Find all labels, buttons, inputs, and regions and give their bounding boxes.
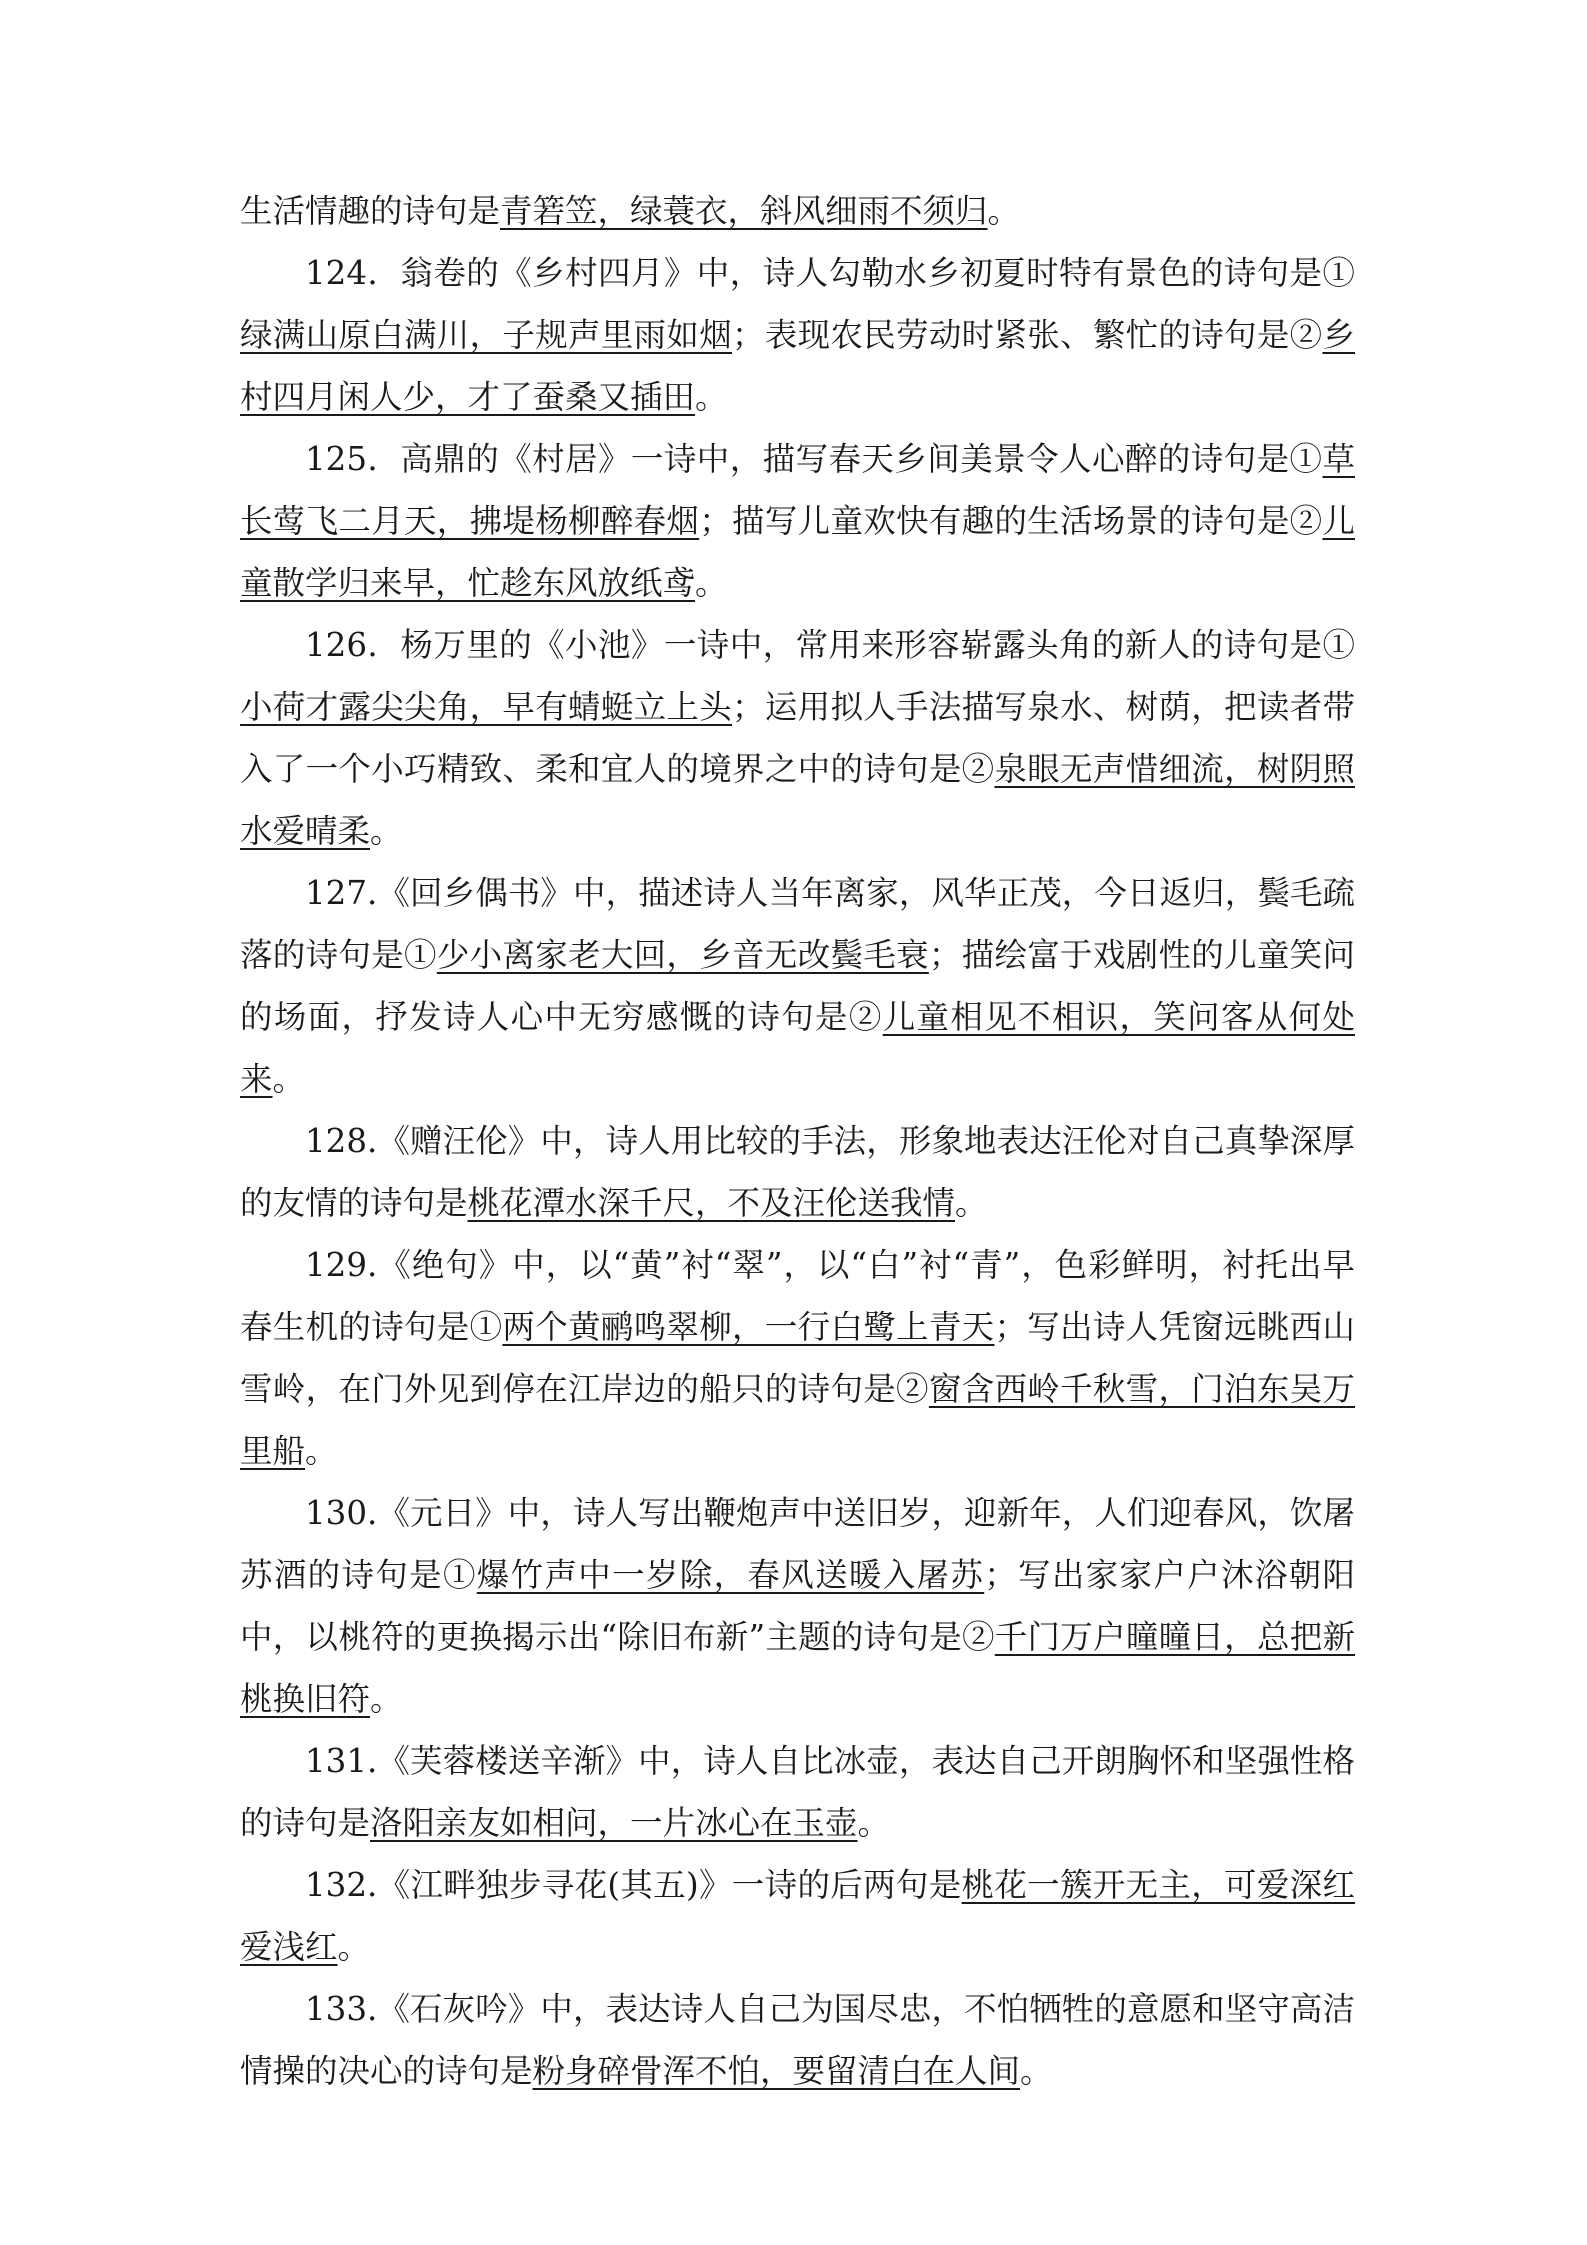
question-paragraph: [240, 1730, 1355, 1854]
answer-text: 窗含西岭千秋雪，门泊东吴万里船: [240, 1370, 1355, 1470]
question-paragraph: [240, 1482, 1355, 1730]
question-text: 125．高鼎的《村居》一诗中，描写春天乡间美景令人心醉的诗句是①: [305, 440, 1323, 478]
answer-text: 泉眼无声惜细流，树阴照水爱晴柔: [240, 750, 1355, 850]
question-text: 。: [695, 378, 728, 416]
question-text: 生活情趣的诗句是: [240, 192, 501, 230]
answer-text: 桃花潭水深千尺，不及汪伦送我情: [467, 1184, 956, 1222]
question-text: ；表现农民劳动时紧张、繁忙的诗句是②: [732, 316, 1323, 354]
question-paragraph: [240, 428, 1355, 614]
answer-text: 儿童相见不相识，笑问客从何处来: [240, 998, 1355, 1098]
question-text: ；描写儿童欢快有趣的生活场景的诗句是②: [699, 502, 1323, 540]
question-text: 。: [272, 1060, 306, 1098]
question-text: 。: [337, 1928, 371, 1966]
answer-text: 洛阳亲友如相问，一片冰心在玉壶: [370, 1804, 858, 1842]
question-text: 133.《石灰吟》中，表达诗人自己为国尽忠，不怕牺牲的意愿和坚守高洁情操的决心的诗句是: [240, 1990, 1355, 2090]
question-text: 。: [955, 1184, 988, 1222]
question-text: 129.《绝句》中，以“黄”衬“翠”，以“白”衬“青”，色彩鲜明，衬托出早春生机的诗句是①: [240, 1246, 1355, 1346]
answer-text: 小荷才露尖尖角，早有蜻蜓立上头: [240, 688, 733, 726]
question-text: 130.《元日》中，诗人写出鞭炮声中送旧岁，迎新年，人们迎春风，饮屠苏酒的诗句是①: [240, 1494, 1355, 1594]
question-text: 。: [987, 192, 1021, 230]
answer-text: 少小离家老大回，乡音无改鬓毛衰: [436, 936, 929, 974]
answer-text: 草长莺飞二月天，拂堤杨柳醉春烟: [240, 440, 1355, 540]
question-paragraph: [240, 1110, 1355, 1234]
question-paragraph: [240, 1854, 1355, 1978]
answer-text: 青箬笠，绿蓑衣，斜风细雨不须归: [500, 192, 988, 230]
question-text: ；写出诗人凭窗远眺西山雪岭，在门外见到停在江岸边的船只的诗句是②: [240, 1308, 1355, 1408]
question-text: 。: [1020, 2052, 1053, 2090]
question-text: 127.《回乡偶书》中，描述诗人当年离家，风华正茂，今日返归，鬓毛疏落的诗句是①: [240, 874, 1355, 974]
answer-text: 绿满山原白满川，子规声里雨如烟: [240, 316, 733, 354]
question-text: 132.《江畔独步寻花(其五)》一诗的后两句是: [305, 1866, 962, 1904]
answer-text: 两个黄鹂鸣翠柳，一行白鹭上青天: [502, 1308, 995, 1346]
question-text: 131.《芙蓉楼送辛渐》中，诗人自比冰壶，表达自己开朗胸怀和坚强性格的诗句是: [240, 1742, 1355, 1842]
question-text: 。: [370, 812, 403, 850]
answer-text: 乡村四月闲人少，才了蚕桑又插田: [240, 316, 1355, 416]
question-paragraph: [240, 614, 1355, 862]
question-text: 124．翁卷的《乡村四月》中，诗人勾勒水乡初夏时特有景色的诗句是①: [305, 254, 1355, 292]
question-text: ；写出家家户户沐浴朝阳中，以桃符的更换揭示出“除旧布新”主题的诗句是②: [240, 1556, 1355, 1656]
question-text: ；描绘富于戏剧性的儿童笑问的场面，抒发诗人心中无穷感慨的诗句是②: [240, 936, 1355, 1036]
question-text: 。: [305, 1432, 338, 1470]
answer-text: 粉身碎骨浑不怕，要留清白在人间: [532, 2052, 1021, 2090]
question-text: 。: [370, 1680, 403, 1718]
answer-text: 桃花一簇开无主，可爱深红爱浅红: [240, 1866, 1355, 1966]
question-paragraph: [240, 1978, 1355, 2102]
question-paragraph: [240, 242, 1355, 428]
question-text: 。: [695, 564, 728, 602]
question-paragraph: [240, 862, 1355, 1110]
question-text: 126．杨万里的《小池》一诗中，常用来形容崭露头角的新人的诗句是①: [305, 626, 1355, 664]
question-paragraph: [240, 1234, 1355, 1482]
continued-paragraph: [240, 180, 1355, 242]
answer-text: 千门万户曈曈日，总把新桃换旧符: [240, 1618, 1355, 1718]
question-text: 128.《赠汪伦》中，诗人用比较的手法，形象地表达汪伦对自己真挚深厚的友情的诗句是: [240, 1122, 1355, 1222]
answer-text: 爆竹声中一岁除，春风送暖入屠苏: [476, 1556, 985, 1594]
document-page: [240, 180, 1355, 2102]
question-text: ；运用拟人手法描写泉水、树荫，把读者带入了一个小巧精致、柔和宜人的境界之中的诗句是②: [240, 688, 1355, 788]
answer-text: 儿童散学归来早，忙趁东风放纸鸢: [240, 502, 1355, 602]
question-text: 。: [857, 1804, 891, 1842]
